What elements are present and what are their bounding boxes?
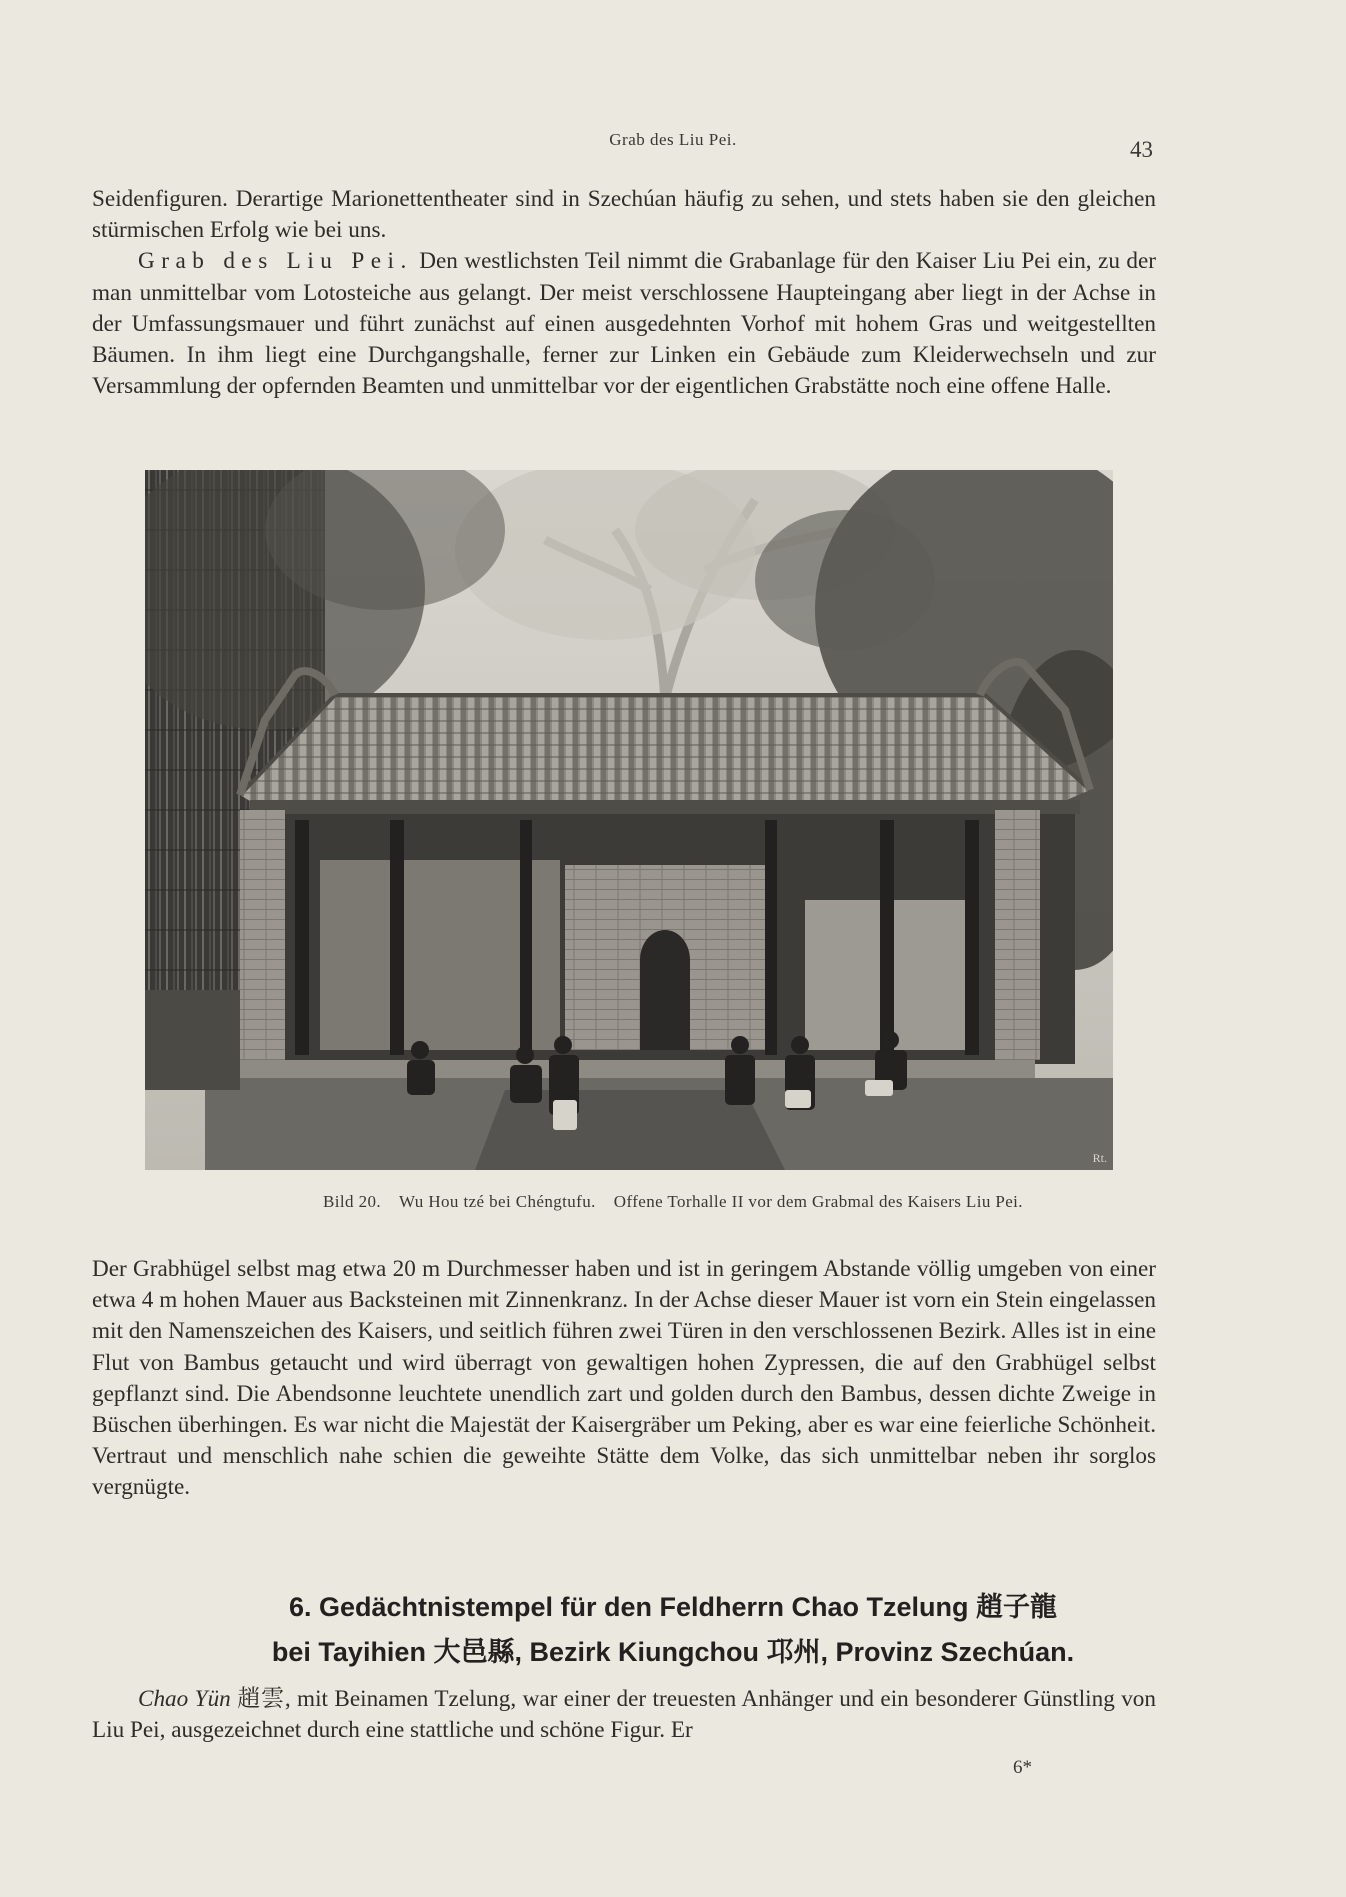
caption-text: Offene Torhalle II vor dem Grabmal des Kaisers Liu Pei. <box>613 1192 1023 1211</box>
heading-cjk: 趙子龍 <box>976 1592 1058 1623</box>
paragraph: Seidenfiguren. Derartige Marionettentheater sind in Szechúan häufig zu sehen, und stets haben sie den gleichen stürmischen Erfolg wie bei uns. <box>92 186 1156 244</box>
text-block-bottom <box>92 1683 1156 1746</box>
heading-cjk: 大邑縣 <box>433 1637 515 1668</box>
paragraph-lead: Grab des Liu Pei. <box>138 248 413 275</box>
heading-text: bei Tayihien <box>271 1637 426 1667</box>
section-heading <box>0 1585 1346 1675</box>
caption-place: Wu Hou tzé bei Chéngtufu. <box>399 1192 596 1211</box>
text-block-mid <box>92 1254 1156 1504</box>
signature-mark: 6* <box>1013 1757 1032 1778</box>
heading-cjk: 邛州 <box>766 1637 821 1668</box>
running-head: Grab des Liu Pei. <box>609 130 737 149</box>
person-name-cjk: 趙雲 <box>237 1685 285 1712</box>
paragraph <box>92 1683 1156 1746</box>
figure-caption <box>0 1192 1346 1212</box>
photo-monogram: Rt. <box>1092 1151 1107 1165</box>
section-heading-line2 <box>0 1630 1346 1675</box>
paragraph <box>92 246 1156 402</box>
section-heading-line1 <box>0 1585 1346 1630</box>
heading-text: 6. Gedächtnistempel für den Feldherrn Chao Tzelung <box>288 1592 969 1622</box>
text-block-top <box>92 184 1156 402</box>
paragraph: Der Grabhügel selbst mag etwa 20 m Durchmesser haben und ist in geringem Abstande völlig umgeben von einer etwa 4 m hohen Mauer aus Backsteinen mit Zinnenkranz. In der Achse dieser Mauer ist vorn ein Stein eingelassen mit den Namenszeichen des Kaisers, und seitlich führen zwei Türen in den verschlossenen Bezirk. Alles ist in eine Flut von Bambus getaucht und wird überragt von gewaltigen hohen Zypressen, die auf den Grabhügel selbst gepflanzt sind. Die Abendsonne leuchtete unendlich zart und golden durch den Bambus, dessen dichte Zweige in Büschen überhingen. Es war nicht die Majestät der Kaisergräber um Peking, aber es war eine feierliche Schönheit. Vertraut und menschlich nahe schien die geweihte Stätte dem Volke, das sich unmittelbar neben ihr sorglos vergnügte. <box>92 1256 1156 1501</box>
person-name: Chao Yün <box>138 1686 231 1712</box>
heading-text: , Provinz Szechúan. <box>820 1637 1075 1667</box>
paragraph-text: Den westlichsten Teil nimmt die Grabanlage für den Kaiser Liu Pei ein, zu der man unmittelbar vom Lotosteiche aus gelangt. Der meist verschlossene Haupteingang aber liegt in der Achse in der Umfassungsmauer und führt zunächst auf einen ausgedehnten Vorhof mit hohem Gras und weitgestellten Bäumen. In ihm liegt eine Durchgangshalle, ferner zur Linken ein Gebäude zum Kleiderwechseln und zur Versammlung der opfernden Beamten und unmittelbar vor der eigentlichen Grabstätte noch eine offene Halle. <box>92 248 1156 400</box>
page-number: 43 <box>1130 137 1153 162</box>
photograph-gate-hall <box>145 470 1113 1170</box>
heading-text: , Bezirk Kiungchou <box>514 1637 759 1667</box>
paragraph-text: , mit Beinamen Tzelung, war einer der treuesten Anhänger und ein besonderer Günstling von Liu Pei, ausgezeichnet durch eine stattliche und schöne Figur. Er <box>92 1686 1156 1744</box>
caption-label: Bild 20. <box>323 1192 382 1211</box>
